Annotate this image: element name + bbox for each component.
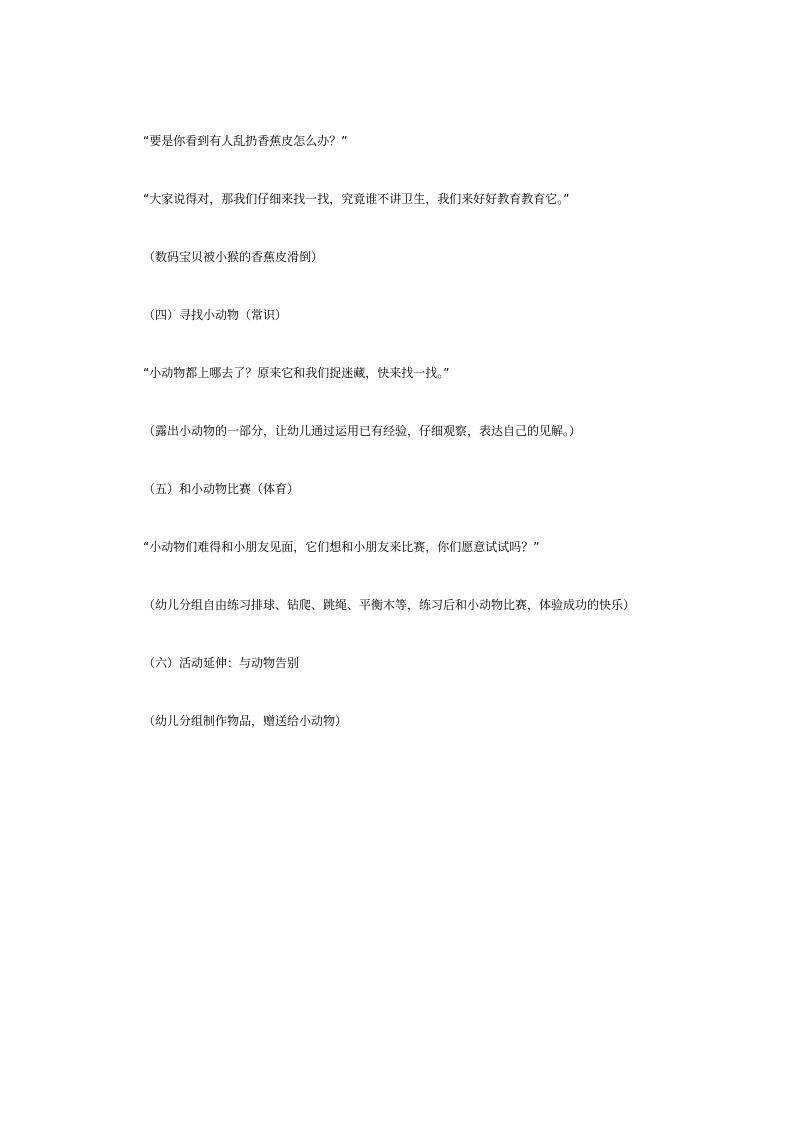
paragraph-make-gifts: （幼儿分组制作物品，赠送给小动物） xyxy=(143,714,348,728)
paragraph-group-practice: （幼儿分组自由练习排球、钻爬、跳绳、平衡木等，练习后和小动物比赛，体验成功的快乐） xyxy=(143,598,636,612)
paragraph-digimon-slips: （数码宝贝被小猴的香蕉皮滑倒） xyxy=(143,250,324,264)
heading-section-five: （五）和小动物比赛（体育） xyxy=(143,482,300,496)
heading-section-six: （六）活动延伸：与动物告别 xyxy=(143,656,300,670)
paragraph-question-banana-peel: “要是你看到有人乱扔香蕉皮怎么办？” xyxy=(143,134,348,148)
paragraph-compete-invitation: “小动物们难得和小朋友见面，它们想和小朋友来比赛，你们愿意试试吗？” xyxy=(143,540,540,554)
paragraph-observe-animals: （露出小动物的一部分，让幼儿通过运用已有经验，仔细观察，表达自己的见解。） xyxy=(143,424,582,438)
paragraph-hide-and-seek: “小动物都上哪去了？原来它和我们捉迷藏，快来找一找。” xyxy=(143,366,450,380)
heading-section-four: （四）寻找小动物（常识） xyxy=(143,308,288,322)
paragraph-find-who-is-unhygienic: “大家说得对，那我们仔细来找一找，究竟谁不讲卫生，我们来好好教育教育它。” xyxy=(143,192,570,206)
